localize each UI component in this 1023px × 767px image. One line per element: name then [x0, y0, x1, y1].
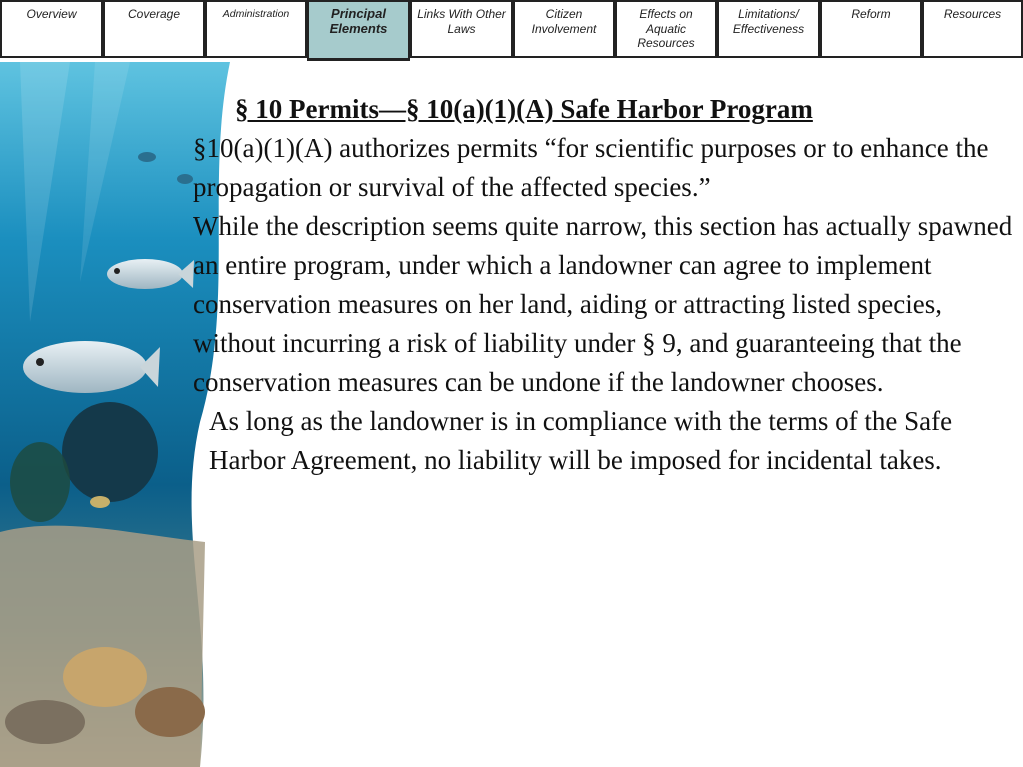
- tab-label: Effects on Aquatic Resources: [637, 7, 695, 50]
- tab-label: Links With Other Laws: [417, 7, 506, 36]
- paragraph-authorization: §10(a)(1)(A) authorizes permits “for scientific purposes or to enhance the propagation or survival of the affected species.”: [193, 133, 989, 202]
- paragraph-compliance: As long as the landowner is in compliance with the terms of the Safe Harbor Agreement, no liability will be imposed for incidental takes.: [209, 406, 953, 475]
- tab-reform[interactable]: [820, 0, 922, 58]
- slide-heading: § 10 Permits—§ 10(a)(1)(A) Safe Harbor Program: [235, 94, 813, 124]
- tab-label: Limitations/ Effectiveness: [732, 7, 805, 36]
- tab-limitations-effectiveness[interactable]: [717, 0, 820, 58]
- paragraph-program-description: While the description seems quite narrow, this section has actually spawned an entire program, under which a landowner can agree to implement conservation measures on her land, aiding or attracting listed species, without incurring a risk of liability under § 9, and guaranteeing that the conservation measures can be undone if the landowner chooses.: [193, 211, 1013, 397]
- tab-resources[interactable]: [922, 0, 1023, 58]
- tab-label: Administration: [222, 8, 290, 20]
- tab-citizen-involvement[interactable]: [513, 0, 615, 58]
- slide-content: [193, 90, 1013, 480]
- tab-label: Resources: [943, 7, 1002, 21]
- tab-label: Principal Elements: [329, 6, 388, 36]
- top-navigation: [0, 0, 1023, 62]
- tab-label: Coverage: [127, 7, 181, 21]
- tab-principal-elements[interactable]: [307, 0, 410, 61]
- tab-effects-on-aquatic-resources[interactable]: [615, 0, 717, 58]
- tab-coverage[interactable]: [103, 0, 205, 58]
- tab-links-with-other-laws[interactable]: [410, 0, 513, 58]
- tab-overview[interactable]: [0, 0, 103, 58]
- tab-label: Citizen Involvement: [531, 7, 597, 36]
- tab-label: Reform: [851, 7, 891, 21]
- tab-administration[interactable]: [205, 0, 307, 58]
- tab-label: Overview: [26, 7, 77, 21]
